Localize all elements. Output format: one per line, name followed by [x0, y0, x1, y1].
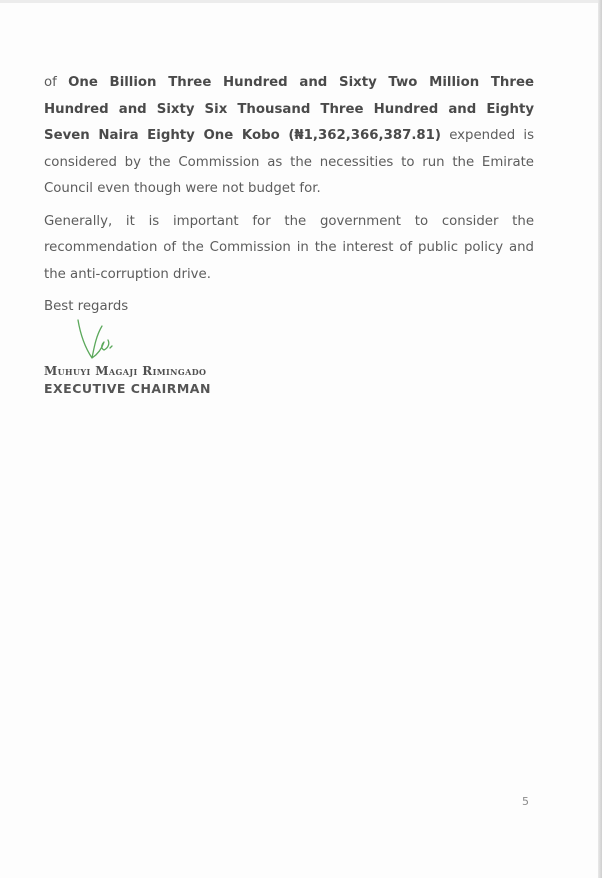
amount-in-words: One Billion Three Hundred and Sixty Two Million Three Hundred and Sixty Six Thousand Three Hundred and Eighty Seven Naira Eighty One Kobo (₦1,362,366,387.81) — [44, 75, 534, 143]
paragraph-amount — [44, 70, 534, 203]
paragraph-amount-lead: of — [44, 75, 69, 90]
closing-salutation: Best regards — [44, 299, 129, 314]
signature-stroke — [78, 320, 112, 358]
page-top-edge — [0, 0, 602, 3]
signer-title: EXECUTIVE CHAIRMAN — [44, 381, 211, 396]
letter-body — [44, 70, 534, 320]
signature-image — [72, 318, 122, 362]
paragraph-recommendation: Generally, it is important for the government to consider the recommendation of the Commission in the interest of public policy and the anti-corruption drive. — [44, 213, 534, 282]
page-number: 5 — [522, 795, 529, 808]
signer-name: Muhuyi Magaji Rimingado — [44, 364, 207, 378]
page-right-edge — [598, 0, 602, 878]
paragraph-amount-rest: expended is considered by the Commission as the necessities to run the Emirate Council even though were not budget for. — [44, 128, 534, 196]
